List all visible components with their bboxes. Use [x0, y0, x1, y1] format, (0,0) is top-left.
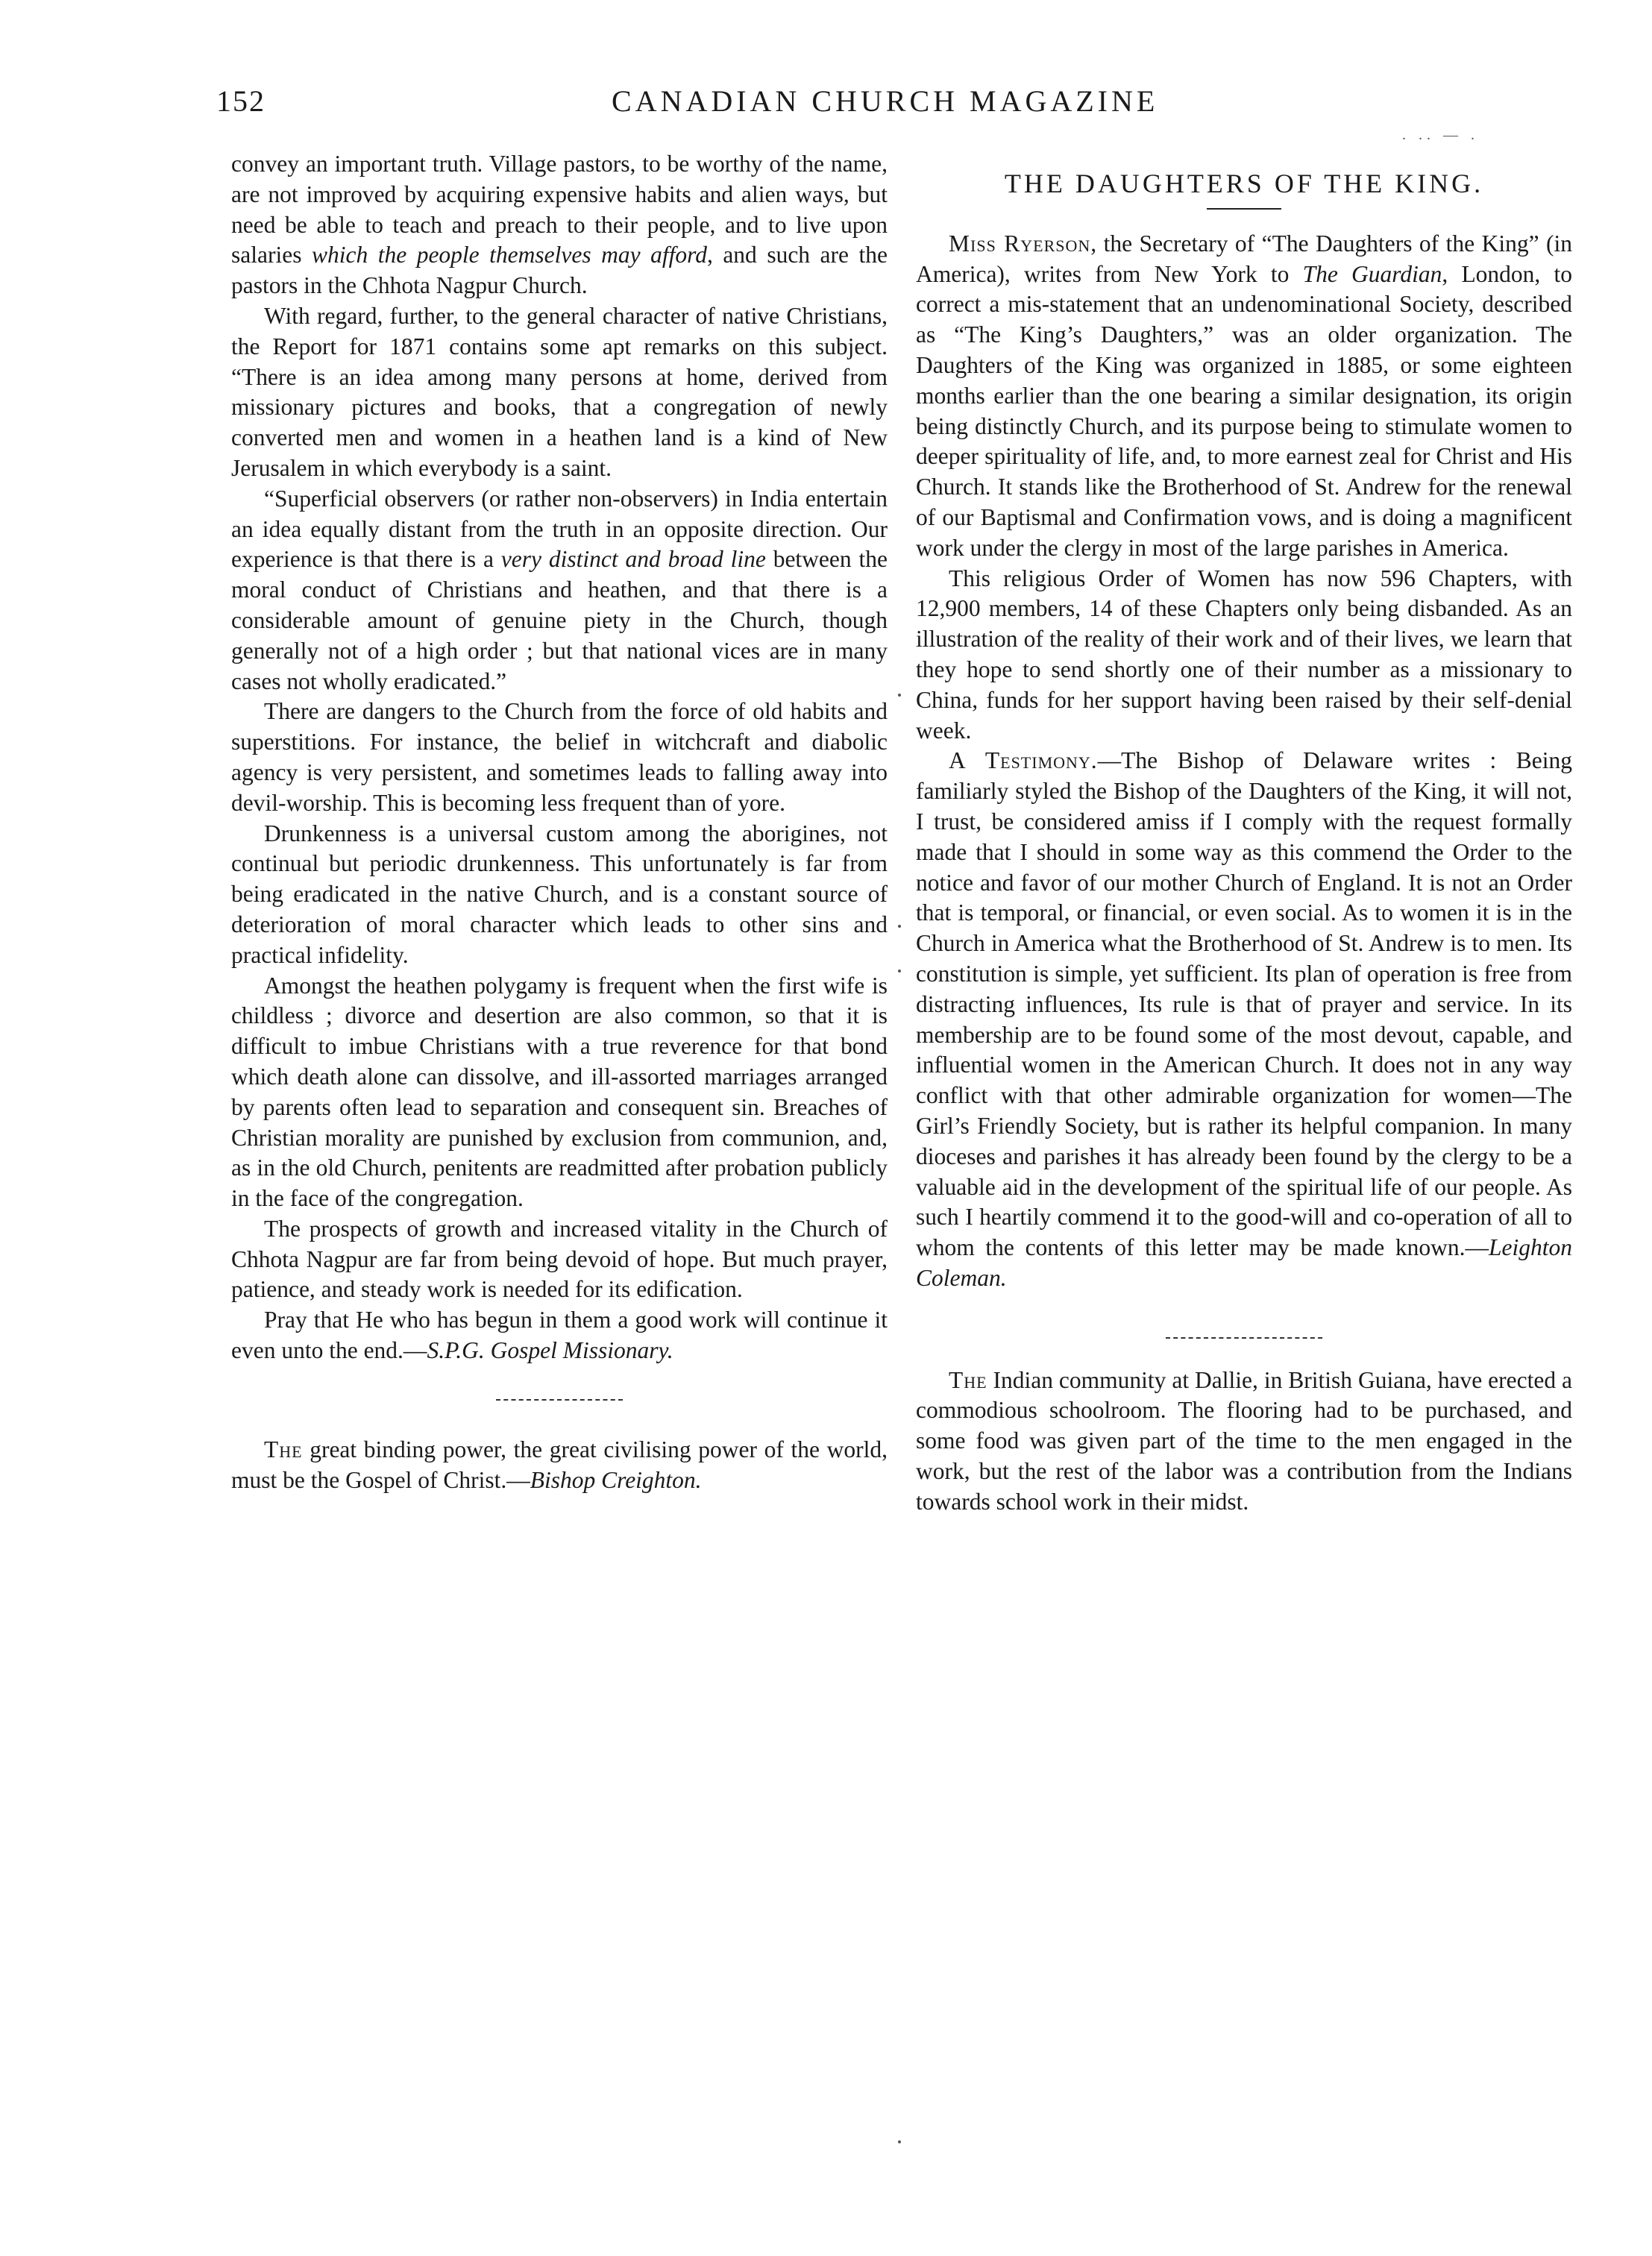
section-divider	[496, 1399, 623, 1401]
running-head: CANADIAN CHURCH MAGAZINE	[612, 84, 1159, 118]
paragraph: There are dangers to the Church from the force of old habits and superstitions. For instance, the belief in witchcraft and diabolic agency is very persistent, and sometimes leads to falling away into devil-worship. This is becoming less frequent than of yore.	[231, 698, 888, 816]
section-divider	[1166, 1337, 1322, 1339]
paragraph: convey an important truth. Village pastors, to be worthy of the name, are not improved by acquiring expensive habits and alien ways, but need be able to teach and preach to their people, and to live upon salaries which the people themselves may afford, and such are the pastors in the Chhota Nagpur Church.	[231, 151, 888, 299]
paragraph: This religious Order of Women has now 596 Chapters, with 12,900 members, 14 of these Chapters only being disbanded. As an illustration of the reality of their work and of their lives, we learn that they hope to send shortly one of their number as a missionary to China, funds for her support having been raised by their self-denial week.	[916, 565, 1572, 744]
paragraph: Drunkenness is a universal custom among the aborigines, not continual but periodic drunkenness. This unfortunately is far from being eradicated in the native Church, and is a constant source of deterioration of moral character which leads to other sins and practical infidelity.	[231, 820, 888, 968]
quote-paragraph: The great binding power, the great civilising power of the world, must be the Gospel of Christ.—Bishop Creighton.	[231, 1436, 888, 1493]
paragraph: The prospects of growth and increased vitality in the Church of Chhota Nagpur are far from being devoid of hope. But much prayer, patience, and steady work is needed for its edification.	[231, 1215, 888, 1303]
page-number: 152	[216, 84, 266, 118]
paragraph: Amongst the heathen polygamy is frequent when the first wife is childless ; divorce and desertion are also common, so that it is difficult to imbue Christians with a true reverence for that bond which death alone can dissolve, and ill-assorted marriages arranged by parents often lead to separation and consequent sin. Breaches of Christian morality are punished by exclusion from communion, and, as in the old Church, penitents are readmitted after probation publicly in the face of the congregation.	[231, 972, 888, 1212]
print-mark: . .. — .	[1402, 127, 1479, 143]
gutter-dot	[898, 925, 901, 928]
gutter-dot	[898, 694, 901, 697]
paragraph: Pray that He who has begun in them a good work will continue it even unto the end.—S.P.G. Gospel Missionary.	[231, 1307, 888, 1364]
paragraph: With regard, further, to the general character of native Christians, the Report for 1871 contains some apt remarks on this subject. “There is an idea among many persons at home, derived from missionary pictures and books, that a congregation of newly converted men and women in a heathen land is a kind of New Jerusalem in which everybody is a saint.	[231, 302, 888, 481]
right-column	[916, 163, 1572, 1518]
paragraph: Miss Ryerson, the Secretary of “The Daughters of the King” (in America), writes from New York to The Guardian, London, to correct a mis-statement that an undenominational Society, described as “The King’s Daughters,” was an older organization. The Daughters of the King was organized in 1885, or some eighteen months earlier than the one bearing a similar designation, its origin being distinctly Church, and its purpose being to stimulate women to deeper spirituality of life, and, to more earnest zeal for Christ and His Church. It stands like the Brotherhood of St. Andrew for the renewal of our Baptismal and Confirmation vows, and is doing a magnificent work under the clergy in most of the large parishes in America.	[916, 230, 1573, 561]
paragraph: The Indian community at Dallie, in British Guiana, have erected a commodious schoolroom. The flooring had to be purchased, and some food was given part of the time to the men engaged in the work, but the rest of the labor was a contribution from the Indians towards school work in their midst.	[916, 1366, 1572, 1515]
article-title: THE DAUGHTERS OF THE KING.	[1004, 169, 1484, 198]
title-rule	[1207, 208, 1281, 210]
gutter-dot	[898, 970, 901, 973]
paragraph: “Superficial observers (or rather non-observers) in India entertain an idea equally distant from the truth in an opposite direction. Our experience is that there is a very distinct and broad line between the moral conduct of Christians and heathen, and that there is a considerable amount of genuine piety in the Church, though generally not of a high order ; but that national vices are in many cases not wholly eradicated.”	[231, 485, 888, 694]
left-column	[231, 149, 888, 1495]
gutter-dot	[898, 2140, 901, 2143]
paragraph: A Testimony.—The Bishop of Delaware writes : Being familiarly styled the Bishop of the Daughters of the King, it will not, I trust, be considered amiss if I comply with the request formally made that I should in some way as this commend the Order to the notice and favor of our mother Church of England. It is not an Order that is temporal, or financial, or even social. As to women it is in the Church in America what the Brotherhood of St. Andrew is to men. Its constitution is simple, yet sufficient. Its plan of operation is free from distracting influences, Its rule is that of prayer and service. In its membership are to be found some of the most devout, capable, and influential women in the American Church. It does not in any way conflict with that other admirable organization for women—The Girl’s Friendly Society, but is rather its helpful companion. In many dioceses and parishes it has already been found by the clergy to be a valuable aid in the development of the spiritual life of our people. As such I heartily commend it to the good-will and co-operation of all to whom the contents of this letter may be made known.—Leighton Coleman.	[916, 747, 1572, 1291]
